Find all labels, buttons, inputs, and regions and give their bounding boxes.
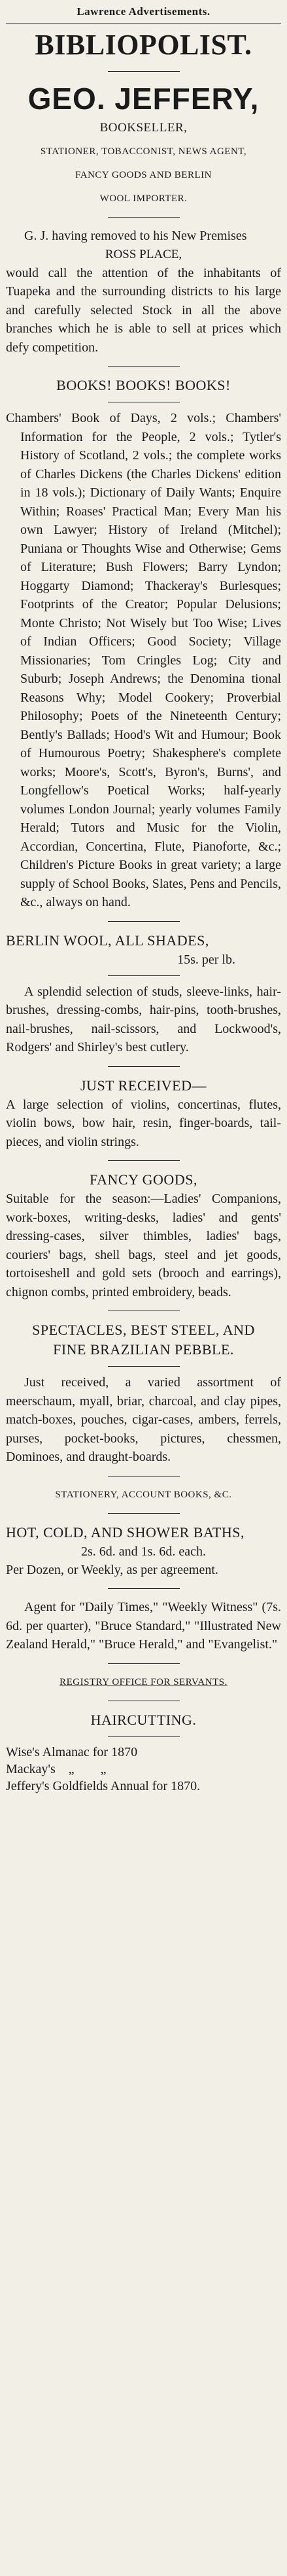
trade-line-fancy-goods: FANCY GOODS AND BERLIN <box>75 170 212 180</box>
books-heading: BOOKS! BOOKS! BOOKS! <box>56 377 231 393</box>
trade-line-stationer: STATIONER, TOBACCONIST, NEWS AGENT, <box>40 146 247 157</box>
spectacles-body: Just received, a varied assortment of meerschaum, myall, briar, charcoal, and clay pipes, match-boxes, pouches, cigar-cases, ambers, ferrels, purses, pocket-books, pictures, chessmen, Dominoes, and draught-boards. <box>6 1375 281 1464</box>
removal-notice-line: G. J. having removed to his New Premises <box>24 229 247 243</box>
divider <box>108 1588 180 1589</box>
books-list: Chambers' Book of Days, 2 vols.; Chambers' Information for the People, 2 vols.; Tytler's History of Scotland, 2 vols.; the complete works of Charles Dickens (the Charles Dickens' edition in 18 vols.); Dictionary of Daily Wants; Enquire Within; Roases' Practical Man; Every Man his own Lawyer; History of Ireland (Mitchel); Puniana or Thoughts Wise and Otherwise; Gems of Literature; Bush Flowers; Barry Lyndon; Hoggarty Diamond; Thackeray's Burlesques; Footprints of the Creator; Popular Delusions; Monte Christo; Not Wisely but Too Wise; Lives of Indian Officers; Good Society; Village Missionaries; Tom Cringles Log; City and Suburb; Joseph Andrews; the Denomina tional Reasons Why; Model Cookery; Proverbial Philosophy; Poets of the Nineteenth Century; Bently's Ballads; Hood's Wit and Humour; Book of Humourous Poetry; Shakesphere's complete works; Moore's, Scott's, Byron's, Burns', and Longfellow's Poetical Works; half-yearly volumes London Journal; yearly volumes Family Herald; Tutors and Music for the Violin, Accordian, Concertina, Flute, Pianoforte, &c.; Children's Picture Books in great variety; a large supply of School Books, Slates, Pens and Pencils, &c., always on hand. <box>6 411 281 909</box>
haircutting-heading: HAIRCUTTING. <box>90 1711 197 1728</box>
baths-terms: Per Dozen, or Weekly, as per agreement. <box>6 1562 218 1577</box>
premises-name: ROSS PLACE, <box>105 247 182 261</box>
divider <box>108 1736 180 1737</box>
berlin-wool-body: A splendid selection of studs, sleeve-links, hair-brushes, dressing-combs, hair-pins, tooth-brushes, nail-brushes, nail-scissors, and Lockwood's, Rodgers' and Shirley's best cutlery. <box>6 984 281 1054</box>
berlin-wool-price: 15s. per lb. <box>177 952 235 967</box>
proprietor-name: GEO. JEFFERY, <box>27 82 260 116</box>
divider <box>108 1066 180 1067</box>
removal-notice-body: would call the attention of the inhabitants of Tuapeka and the surrounding districts to his large and carefully selected Stock in all the above branches which he is able to sell at prices which defy competition. <box>6 265 281 355</box>
masthead-title: BIBLIOPOLIST. <box>35 29 252 61</box>
spectacles-heading-line2: FINE BRAZILIAN PEBBLE. <box>53 1341 234 1358</box>
divider <box>108 71 180 72</box>
divider <box>108 921 180 922</box>
divider <box>108 1366 180 1367</box>
divider <box>108 366 180 367</box>
berlin-wool-heading: BERLIN WOOL, ALL SHADES, <box>6 932 209 949</box>
just-received-heading: JUST RECEIVED— <box>80 1077 207 1094</box>
running-head: Lawrence Advertisements. <box>76 5 211 18</box>
spectacles-heading-line1: SPECTACLES, BEST STEEL, AND <box>32 1322 255 1338</box>
almanac-line: Jeffery's Goldfields Annual for 1870. <box>6 1778 201 1793</box>
registry-office-line: REGISTRY OFFICE FOR SERVANTS. <box>59 1676 228 1687</box>
stationery-line: STATIONERY, ACCOUNT BOOKS, &C. <box>55 1489 232 1500</box>
trade-line-wool-importer: WOOL IMPORTER. <box>99 193 188 204</box>
divider <box>108 1160 180 1161</box>
divider <box>108 975 180 976</box>
baths-heading: HOT, COLD, AND SHOWER BATHS, <box>6 1524 245 1541</box>
just-received-body: A large selection of violins, concertinas, flutes, violin bows, bow hair, resin, finger-boards, tail-pieces, and violin strings. <box>6 1097 281 1149</box>
divider <box>108 1663 180 1664</box>
fancy-goods-body: Suitable for the season:—Ladies' Companions, work-boxes, writing-desks, ladies' and gents' dressing-cases, silver thimbles, ladies' bags, couriers' bags, shell bags, steel and jet goods, tortoiseshell and gold sets (brooch and earrings), chignon combs, printed embroidery, beads. <box>6 1192 281 1299</box>
almanac-line: Wise's Almanac for 1870 <box>6 1744 138 1759</box>
fancy-goods-heading: FANCY GOODS, <box>90 1171 197 1188</box>
baths-price: 2s. 6d. and 1s. 6d. each. <box>80 1544 207 1559</box>
agency-notice: Agent for "Daily Times," "Weekly Witness" (7s. 6d. per quarter), "Bruce Standard," "Illustrated New Zealand Herald," "Bruce Herald," and "Evangelist." <box>6 1600 281 1652</box>
divider <box>108 1513 180 1514</box>
divider <box>108 217 180 218</box>
advertisement-page <box>6 0 281 1795</box>
almanac-line: Mackay's „ „ <box>6 1761 107 1776</box>
trade-line-bookseller: BOOKSELLER, <box>99 121 188 135</box>
